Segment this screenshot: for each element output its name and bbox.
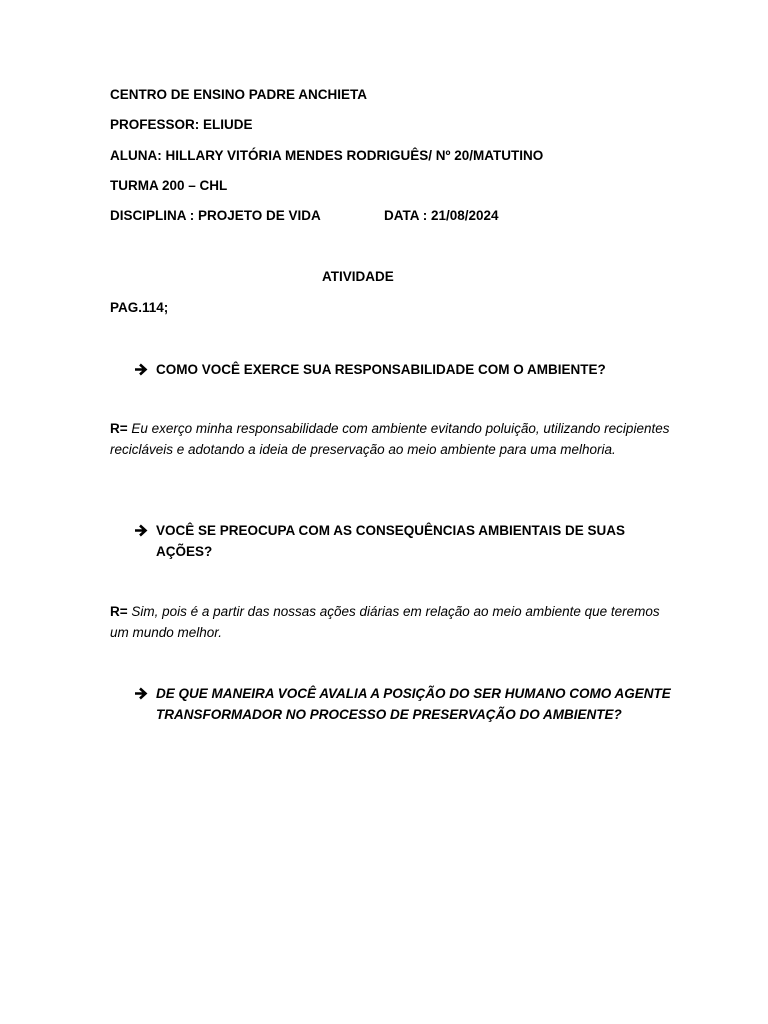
answer-1 — [110, 418, 670, 460]
page-title: ATIVIDADE — [322, 269, 394, 284]
professor-line: PROFESSOR: ELIUDE — [110, 117, 253, 132]
answer-label: R= — [110, 604, 128, 619]
answer-label: R= — [110, 421, 128, 436]
page-reference: PAG.114; — [110, 300, 169, 315]
question-3 — [134, 683, 674, 725]
answer-2 — [110, 601, 670, 643]
arrow-right-icon — [134, 359, 152, 380]
school-name: CENTRO DE ENSINO PADRE ANCHIETA — [110, 87, 368, 102]
question-text: VOCÊ SE PREOCUPA COM AS CONSEQUÊNCIAS AMBIENTAIS DE SUAS AÇÕES? — [156, 523, 626, 559]
subject-line: DISCIPLINA : PROJETO DE VIDA — [110, 208, 321, 223]
class-line: TURMA 200 – CHL — [110, 178, 228, 193]
question-text: DE QUE MANEIRA VOCÊ AVALIA A POSIÇÃO DO SER HUMANO COMO AGENTE TRANSFORMADOR NO PROCESSO DE PRESERVAÇÃO DO AMBIENTE? — [156, 686, 671, 722]
student-line: ALUNA: HILLARY VITÓRIA MENDES RODRIGUÊS/ Nº 20/MATUTINO — [110, 148, 544, 163]
question-2 — [134, 520, 674, 562]
answer-text: Eu exerço minha responsabilidade com ambiente evitando poluição, utilizando recipientes recicláveis e adotando a ideia de preservação ao meio ambiente para uma melhoria. — [110, 421, 670, 457]
question-text: COMO VOCÊ EXERCE SUA RESPONSABILIDADE COM O AMBIENTE? — [156, 362, 606, 377]
arrow-right-icon — [134, 520, 152, 541]
answer-text: Sim, pois é a partir das nossas ações diárias em relação ao meio ambiente que teremos um mundo melhor. — [110, 604, 660, 640]
question-1 — [134, 359, 674, 380]
date-line: DATA : 21/08/2024 — [384, 208, 499, 223]
arrow-right-icon — [134, 683, 152, 704]
